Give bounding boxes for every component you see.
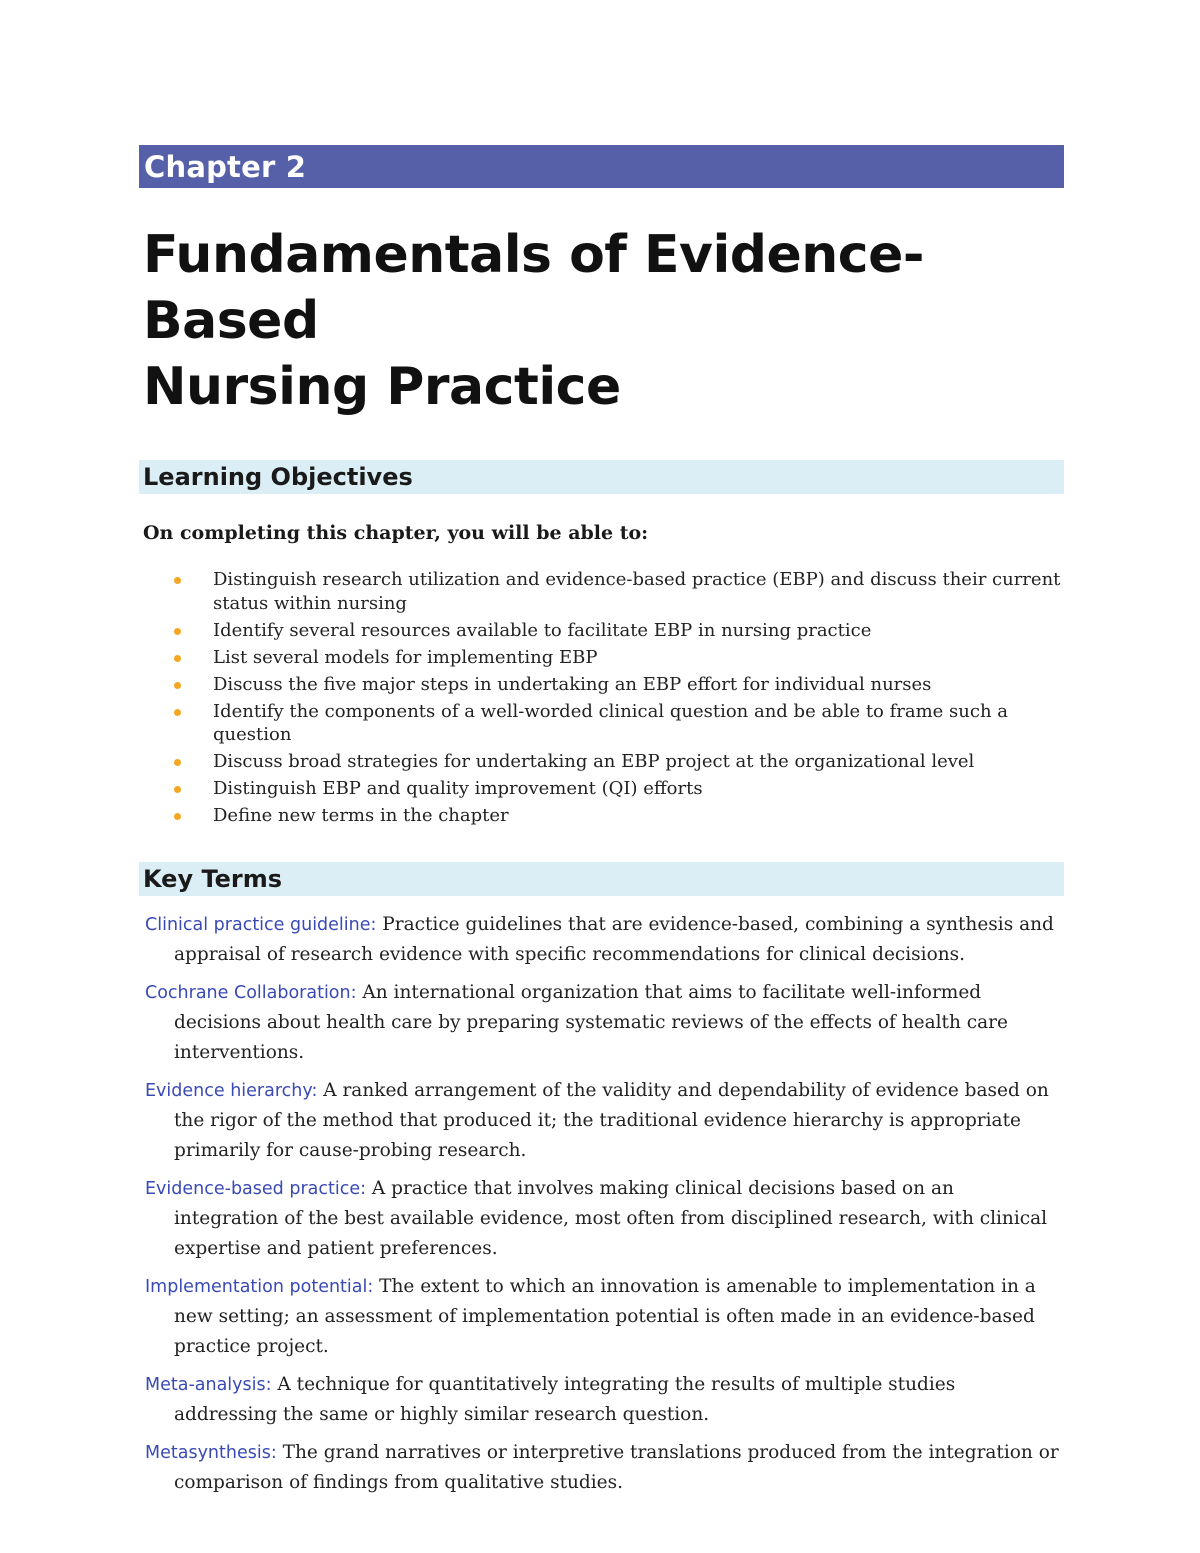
key-terms-list — [139, 910, 1064, 1498]
key-term-entry — [139, 910, 1064, 970]
chapter-title-line-1: Fundamentals of Evidence-Based — [143, 225, 924, 351]
objective-item — [213, 568, 1064, 615]
bullet-icon — [174, 682, 181, 689]
learning-objectives-heading-bar — [139, 460, 1064, 494]
bullet-icon — [174, 813, 181, 820]
objective-item — [213, 700, 1064, 747]
objective-text: Define new terms in the chapter — [213, 805, 509, 826]
key-term-entry — [139, 1370, 1064, 1430]
key-term-entry — [139, 978, 1064, 1068]
objectives-list — [139, 568, 1064, 828]
bullet-icon — [174, 759, 181, 766]
key-term-name: Meta-analysis: — [145, 1374, 272, 1395]
key-term-definition: An international organization that aims to facilitate well-informed decisions about health care by preparing systematic reviews of the effects of health care interventions. — [174, 981, 1008, 1063]
objective-item — [213, 619, 1064, 643]
key-term-entry — [139, 1174, 1064, 1264]
key-term-definition: A ranked arrangement of the validity and dependability of evidence based on the rigor of the method that produced it; the traditional evidence hierarchy is appropriate primarily for cause-probing research. — [174, 1079, 1049, 1161]
objective-text: Identify the components of a well-worded clinical question and be able to frame such a question — [213, 700, 1009, 745]
objective-item — [213, 673, 1064, 697]
key-term-definition: A technique for quantitatively integrating the results of multiple studies addressing the same or highly similar research question. — [174, 1373, 956, 1425]
bullet-icon — [174, 655, 181, 662]
objective-text: Discuss broad strategies for undertaking an EBP project at the organizational level — [213, 751, 975, 772]
objective-text: Distinguish EBP and quality improvement (QI) efforts — [213, 778, 703, 799]
objective-text: List several models for implementing EBP — [213, 646, 598, 668]
key-term-name: Metasynthesis: — [145, 1442, 277, 1463]
objective-item — [213, 804, 1064, 828]
bullet-icon — [174, 786, 181, 793]
key-term-entry — [139, 1272, 1064, 1362]
objective-item — [213, 777, 1064, 801]
objective-item — [213, 750, 1064, 774]
key-term-definition: A practice that involves making clinical decisions based on an integration of the best available evidence, most often from disciplined research, with clinical expertise and patient preferences. — [174, 1177, 1048, 1259]
key-term-name: Cochrane Collaboration: — [145, 982, 357, 1003]
key-term-definition: The grand narratives or interpretive translations produced from the integration or comparison of findings from qualitative studies. — [174, 1441, 1059, 1493]
key-term-definition: The extent to which an innovation is amenable to implementation in a new setting; an assessment of implementation potential is often made in an evidence-based practice project. — [174, 1275, 1036, 1357]
objective-item — [213, 646, 1064, 670]
key-terms-heading-bar — [139, 862, 1064, 896]
chapter-title-line-2: Nursing Practice — [143, 357, 621, 417]
key-term-entry — [139, 1438, 1064, 1498]
key-terms-heading: Key Terms — [143, 864, 283, 893]
objectives-lead-text: On completing this chapter, you will be able to: — [143, 522, 649, 544]
objective-text: Distinguish research utilization and evidence-based practice (EBP) and discuss their current status within nursing — [213, 569, 1061, 614]
learning-objectives-heading: Learning Objectives — [143, 463, 413, 491]
chapter-title — [143, 222, 1064, 420]
objective-text: Discuss the five major steps in undertaking an EBP effort for individual nurses — [213, 673, 932, 695]
chapter-label: Chapter 2 — [144, 149, 307, 184]
objective-text: Identify several resources available to facilitate EBP in nursing practice — [213, 619, 872, 641]
chapter-banner — [139, 145, 1064, 188]
key-term-name: Clinical practice guideline: — [145, 914, 377, 935]
bullet-icon — [174, 709, 181, 716]
key-term-entry — [139, 1076, 1064, 1166]
bullet-icon — [174, 628, 181, 635]
key-term-name: Evidence hierarchy: — [145, 1080, 318, 1101]
document-page — [139, 145, 1064, 1506]
bullet-icon — [174, 577, 181, 584]
key-term-name: Implementation potential: — [145, 1276, 374, 1297]
key-term-name: Evidence-based practice: — [145, 1178, 366, 1199]
key-term-definition: Practice guidelines that are evidence-based, combining a synthesis and appraisal of research evidence with specific recommendations for clinical decisions. — [174, 913, 1054, 965]
